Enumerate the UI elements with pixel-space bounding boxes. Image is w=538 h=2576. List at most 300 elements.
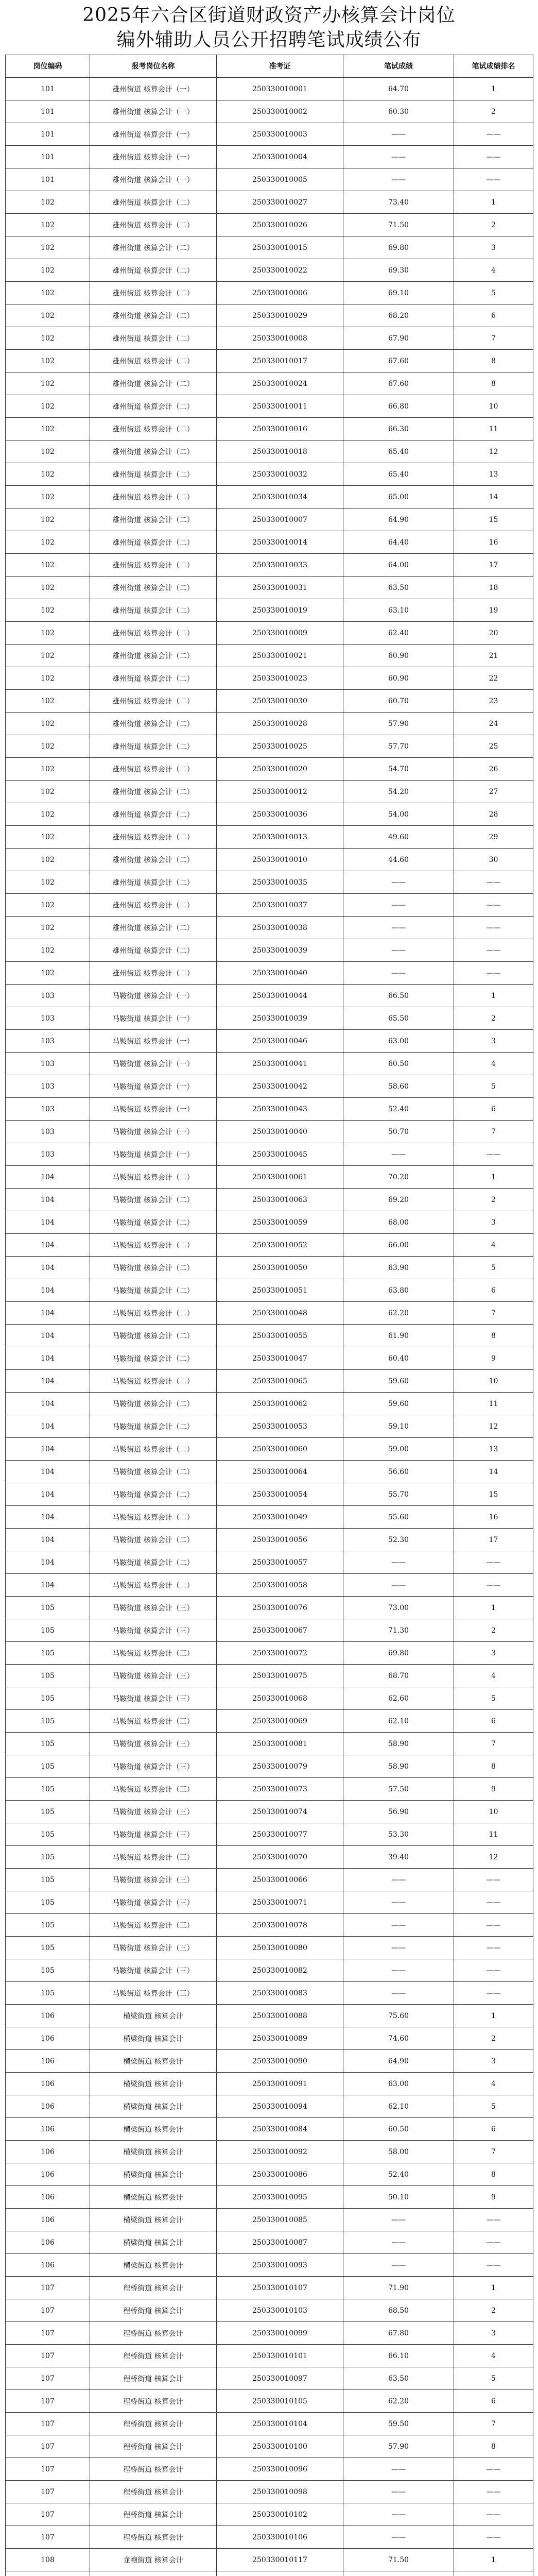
cell-score-rank: 4 <box>454 1053 533 1075</box>
cell-position-name: 马鞍街道 核算会计（三） <box>90 1914 217 1937</box>
cell-written-score: 68.00 <box>343 1211 454 1234</box>
cell-score-rank: 28 <box>454 803 533 826</box>
cell-position-code: 102 <box>6 191 90 214</box>
cell-position-name: 马鞍街道 核算会计（一） <box>90 985 217 1007</box>
cell-written-score: 54.20 <box>343 781 454 803</box>
cell-written-score: 68.50 <box>343 2299 454 2322</box>
cell-score-rank: 10 <box>454 1801 533 1823</box>
cell-written-score: 55.70 <box>343 1483 454 1506</box>
cell-score-rank: 7 <box>454 1733 533 1755</box>
cell-position-name: 雄州街道 核算会计（二） <box>90 531 217 554</box>
cell-score-rank: 7 <box>454 327 533 350</box>
table-row <box>6 1325 533 1347</box>
cell-position-name: 程桥街道 核算会计 <box>90 2367 217 2390</box>
cell-written-score: —— <box>343 1574 454 1597</box>
cell-position-code: 104 <box>6 1325 90 1347</box>
cell-position-code: 105 <box>6 1642 90 1665</box>
cell-position-name: 雄州街道 核算会计（二） <box>90 599 217 622</box>
table-row <box>6 1234 533 1257</box>
table-row <box>6 1030 533 1053</box>
cell-position-code: 105 <box>6 1846 90 1869</box>
cell-score-rank: 4 <box>454 1665 533 1687</box>
cell-position-name: 雄州街道 核算会计（二） <box>90 327 217 350</box>
table-row <box>6 1279 533 1302</box>
table-row <box>6 2050 533 2073</box>
cell-position-code: 102 <box>6 554 90 577</box>
table-row <box>6 2390 533 2413</box>
cell-position-code: 104 <box>6 1529 90 1551</box>
cell-score-rank: 11 <box>454 418 533 440</box>
table-row <box>6 1891 533 1914</box>
cell-written-score: 55.60 <box>343 1506 454 1529</box>
cell-written-score: 57.50 <box>343 1778 454 1801</box>
cell-position-name: 马鞍街道 核算会计（三） <box>90 1710 217 1733</box>
cell-written-score: 60.50 <box>343 2118 454 2141</box>
cell-score-rank: 9 <box>454 1347 533 1370</box>
cell-written-score: —— <box>343 2209 454 2231</box>
cell-written-score: 64.00 <box>343 554 454 577</box>
cell-position-name: 雄州街道 核算会计（二） <box>90 826 217 849</box>
cell-position-name: 横梁街道 核算会计 <box>90 2186 217 2209</box>
table-row <box>6 2367 533 2390</box>
cell-position-code: 102 <box>6 803 90 826</box>
table-row <box>6 1461 533 1483</box>
table-row <box>6 577 533 599</box>
cell-written-score: —— <box>343 1937 454 1959</box>
table-row <box>6 123 533 146</box>
cell-ticket-number: 250330010104 <box>217 2413 343 2435</box>
cell-ticket-number: 250330010014 <box>217 531 343 554</box>
cell-position-code: 106 <box>6 2050 90 2073</box>
cell-written-score: —— <box>343 1869 454 1891</box>
cell-ticket-number: 250330010041 <box>217 1053 343 1075</box>
cell-ticket-number: 250330010090 <box>217 2050 343 2073</box>
table-row <box>6 463 533 486</box>
cell-score-rank: 24 <box>454 713 533 735</box>
cell-score-rank: —— <box>454 871 533 894</box>
cell-written-score: 56.60 <box>343 1461 454 1483</box>
cell-position-name: 雄州街道 核算会计（二） <box>90 440 217 463</box>
cell-score-rank: 2 <box>454 100 533 123</box>
table-row <box>6 962 533 985</box>
cell-position-code: 106 <box>6 2027 90 2050</box>
cell-ticket-number: 250330010077 <box>217 1823 343 1846</box>
cell-ticket-number: 250330010072 <box>217 1642 343 1665</box>
cell-written-score: 52.30 <box>343 1529 454 1551</box>
cell-position-name: 马鞍街道 核算会计（二） <box>90 1189 217 1211</box>
table-row <box>6 395 533 418</box>
cell-score-rank: 3 <box>454 2322 533 2345</box>
cell-ticket-number: 250330010052 <box>217 1234 343 1257</box>
cell-ticket-number: 250330010019 <box>217 599 343 622</box>
table-body <box>6 78 533 2576</box>
cell-written-score: 64.90 <box>343 2050 454 2073</box>
cell-score-rank: 21 <box>454 645 533 667</box>
table-row <box>6 2186 533 2209</box>
cell-written-score: 60.90 <box>343 667 454 690</box>
cell-score-rank: 8 <box>454 372 533 395</box>
cell-ticket-number: 250330010032 <box>217 463 343 486</box>
table-row <box>6 1846 533 1869</box>
cell-score-rank: 27 <box>454 781 533 803</box>
table-row <box>6 2073 533 2095</box>
table-row <box>6 2231 533 2254</box>
table-row <box>6 1551 533 1574</box>
cell-score-rank: 15 <box>454 509 533 531</box>
cell-position-name: 马鞍街道 核算会计（二） <box>90 1461 217 1483</box>
cell-written-score: 57.90 <box>343 713 454 735</box>
cell-score-rank: 6 <box>454 1710 533 1733</box>
cell-position-name: 横梁街道 核算会计 <box>90 2050 217 2073</box>
cell-ticket-number: 250330010024 <box>217 372 343 395</box>
table-row <box>6 1665 533 1687</box>
cell-position-name: 马鞍街道 核算会计（三） <box>90 1846 217 1869</box>
cell-score-rank: 4 <box>454 259 533 282</box>
cell-position-name: 马鞍街道 核算会计（一） <box>90 1098 217 1121</box>
cell-position-code: 102 <box>6 645 90 667</box>
cell-position-name: 马鞍街道 核算会计（三） <box>90 1597 217 1619</box>
cell-score-rank: —— <box>454 1891 533 1914</box>
cell-ticket-number: 250330010031 <box>217 577 343 599</box>
cell-position-code: 102 <box>6 350 90 372</box>
cell-ticket-number: 250330010011 <box>217 395 343 418</box>
cell-ticket-number: 250330010042 <box>217 1075 343 1098</box>
cell-position-code: 104 <box>6 1279 90 1302</box>
cell-ticket-number: 250330010051 <box>217 1279 343 1302</box>
table-row <box>6 1914 533 1937</box>
cell-position-code: 101 <box>6 78 90 100</box>
results-table <box>5 55 533 2576</box>
cell-position-name: 马鞍街道 核算会计（三） <box>90 1665 217 1687</box>
cell-written-score: 75.60 <box>343 2005 454 2027</box>
cell-score-rank: 1 <box>454 985 533 1007</box>
cell-ticket-number: 250330010098 <box>217 2481 343 2503</box>
cell-written-score: 69.80 <box>343 236 454 259</box>
cell-score-rank: 3 <box>454 1211 533 1234</box>
cell-position-name: 雄州街道 核算会计（二） <box>90 554 217 577</box>
table-row <box>6 2254 533 2277</box>
cell-written-score: 61.90 <box>343 1325 454 1347</box>
cell-written-score: 67.60 <box>343 350 454 372</box>
header-position-name: 报考岗位名称 <box>90 55 217 78</box>
table-row <box>6 1937 533 1959</box>
cell-written-score: 44.60 <box>343 849 454 871</box>
table-row <box>6 1823 533 1846</box>
cell-ticket-number: 250330010009 <box>217 622 343 645</box>
cell-position-code: 105 <box>6 1733 90 1755</box>
cell-position-name: 雄州街道 核算会计（二） <box>90 781 217 803</box>
cell-written-score: 62.20 <box>343 2390 454 2413</box>
cell-written-score: 69.30 <box>343 259 454 282</box>
table-row <box>6 1642 533 1665</box>
cell-written-score: 62.10 <box>343 1710 454 1733</box>
cell-position-name: 雄州街道 核算会计（一） <box>90 123 217 146</box>
table-row <box>6 939 533 962</box>
cell-score-rank: —— <box>454 2503 533 2526</box>
table-row <box>6 871 533 894</box>
cell-ticket-number: 250330010084 <box>217 2118 343 2141</box>
table-row <box>6 2141 533 2163</box>
cell-score-rank: —— <box>454 2209 533 2231</box>
cell-written-score: —— <box>343 1959 454 1982</box>
cell-score-rank: 6 <box>454 2390 533 2413</box>
cell-ticket-number: 250330010017 <box>217 350 343 372</box>
table-row <box>6 509 533 531</box>
cell-ticket-number: 250330010037 <box>217 894 343 917</box>
table-row <box>6 1869 533 1891</box>
table-row <box>6 1574 533 1597</box>
cell-ticket-number: 250330010083 <box>217 1982 343 2005</box>
cell-position-code: 107 <box>6 2322 90 2345</box>
cell-position-code: 105 <box>6 1665 90 1687</box>
cell-position-name: 马鞍街道 核算会计（三） <box>90 1733 217 1755</box>
cell-position-name: 雄州街道 核算会计（二） <box>90 577 217 599</box>
cell-position-name: 横梁街道 核算会计 <box>90 2231 217 2254</box>
cell-written-score: 56.90 <box>343 1801 454 1823</box>
cell-position-code: 104 <box>6 1551 90 1574</box>
cell-ticket-number: 250330010082 <box>217 1959 343 1982</box>
table-row <box>6 168 533 191</box>
cell-position-code: 102 <box>6 282 90 304</box>
table-row <box>6 781 533 803</box>
cell-position-name: 雄州街道 核算会计（二） <box>90 304 217 327</box>
table-row <box>6 282 533 304</box>
cell-position-code: 102 <box>6 214 90 236</box>
cell-written-score: 58.90 <box>343 1733 454 1755</box>
cell-position-code: 105 <box>6 1914 90 1937</box>
cell-written-score: 54.70 <box>343 758 454 781</box>
cell-score-rank: 4 <box>454 1234 533 1257</box>
cell-written-score: 59.60 <box>343 1370 454 1393</box>
cell-position-code: 101 <box>6 100 90 123</box>
cell-position-name: 雄州街道 核算会计（二） <box>90 350 217 372</box>
cell-position-code: 102 <box>6 463 90 486</box>
cell-position-code: 102 <box>6 577 90 599</box>
cell-written-score: 60.90 <box>343 645 454 667</box>
cell-ticket-number: 250330010096 <box>217 2458 343 2481</box>
cell-score-rank: 16 <box>454 531 533 554</box>
cell-written-score: 71.50 <box>343 2549 454 2571</box>
cell-ticket-number: 250330010081 <box>217 1733 343 1755</box>
table-row <box>6 2549 533 2571</box>
cell-position-code: 102 <box>6 395 90 418</box>
table-row <box>6 1121 533 1143</box>
table-row <box>6 2095 533 2118</box>
cell-score-rank: 12 <box>454 440 533 463</box>
cell-position-code: 105 <box>6 1687 90 1710</box>
table-row <box>6 2571 533 2576</box>
table-row <box>6 2277 533 2299</box>
cell-position-code: 106 <box>6 2141 90 2163</box>
cell-position-name: 马鞍街道 核算会计（二） <box>90 1279 217 1302</box>
cell-score-rank: 7 <box>454 1121 533 1143</box>
cell-position-code: 103 <box>6 1007 90 1030</box>
cell-score-rank: 20 <box>454 622 533 645</box>
cell-written-score: 63.50 <box>343 577 454 599</box>
table-row <box>6 2526 533 2549</box>
cell-score-rank: —— <box>454 1574 533 1597</box>
cell-written-score: 71.90 <box>343 2277 454 2299</box>
cell-written-score: 65.00 <box>343 486 454 509</box>
cell-position-name: 程桥街道 核算会计 <box>90 2435 217 2458</box>
cell-written-score: —— <box>343 917 454 939</box>
cell-ticket-number: 250330010105 <box>217 2390 343 2413</box>
table-row <box>6 78 533 100</box>
cell-score-rank: 4 <box>454 2073 533 2095</box>
cell-position-code: 106 <box>6 2095 90 2118</box>
cell-ticket-number: 250330010069 <box>217 1710 343 1733</box>
cell-score-rank: —— <box>454 1959 533 1982</box>
cell-written-score: —— <box>343 1982 454 2005</box>
cell-ticket-number: 250330010039 <box>217 939 343 962</box>
cell-written-score: 68.70 <box>343 1665 454 1687</box>
cell-score-rank: —— <box>454 1869 533 1891</box>
table-row <box>6 259 533 282</box>
cell-position-code: 106 <box>6 2005 90 2027</box>
table-row <box>6 735 533 758</box>
table-row <box>6 690 533 713</box>
table-row <box>6 645 533 667</box>
table-row <box>6 2027 533 2050</box>
cell-ticket-number: 250330010040 <box>217 962 343 985</box>
cell-score-rank: 14 <box>454 1461 533 1483</box>
cell-written-score: —— <box>343 168 454 191</box>
cell-written-score: 60.70 <box>343 690 454 713</box>
cell-position-code: 104 <box>6 1257 90 1279</box>
cell-ticket-number: 250330010046 <box>217 1030 343 1053</box>
cell-position-name: 马鞍街道 核算会计（三） <box>90 1891 217 1914</box>
cell-position-code: 103 <box>6 1075 90 1098</box>
cell-written-score: 63.80 <box>343 1279 454 1302</box>
cell-position-code: 108 <box>6 2549 90 2571</box>
cell-ticket-number: 250330010035 <box>217 871 343 894</box>
cell-ticket-number: 250330010044 <box>217 985 343 1007</box>
table-row <box>6 2209 533 2231</box>
table-row <box>6 440 533 463</box>
cell-position-name: 雄州街道 核算会计（二） <box>90 486 217 509</box>
cell-ticket-number: 250330010026 <box>217 214 343 236</box>
cell-ticket-number: 250330010001 <box>217 78 343 100</box>
cell-ticket-number: 250330010092 <box>217 2141 343 2163</box>
cell-ticket-number: 250330010070 <box>217 1846 343 1869</box>
cell-written-score: 50.70 <box>343 1121 454 1143</box>
cell-score-rank: 13 <box>454 463 533 486</box>
cell-written-score: 53.30 <box>343 1823 454 1846</box>
cell-position-code: 105 <box>6 1937 90 1959</box>
header-ticket-number: 准考证 <box>217 55 343 78</box>
cell-position-code: 107 <box>6 2413 90 2435</box>
cell-score-rank: —— <box>454 962 533 985</box>
cell-ticket-number: 250330010008 <box>217 327 343 350</box>
cell-written-score: 67.60 <box>343 372 454 395</box>
cell-ticket-number: 250330010095 <box>217 2186 343 2209</box>
cell-position-name: 横梁街道 核算会计 <box>90 2209 217 2231</box>
cell-position-code: 102 <box>6 418 90 440</box>
cell-ticket-number: 250330010050 <box>217 1257 343 1279</box>
cell-position-name: 马鞍街道 核算会计（一） <box>90 1143 217 1166</box>
cell-ticket-number: 250330010025 <box>217 735 343 758</box>
cell-ticket-number: 250330010029 <box>217 304 343 327</box>
cell-position-code: 102 <box>6 667 90 690</box>
cell-written-score: —— <box>343 2254 454 2277</box>
cell-written-score: 59.50 <box>343 2413 454 2435</box>
cell-written-score: —— <box>343 146 454 168</box>
cell-position-name: 马鞍街道 核算会计（二） <box>90 1370 217 1393</box>
cell-position-code: 102 <box>6 690 90 713</box>
cell-position-code: 107 <box>6 2526 90 2549</box>
cell-ticket-number: 250330010062 <box>217 1393 343 1415</box>
cell-written-score: —— <box>343 1143 454 1166</box>
cell-score-rank: 17 <box>454 554 533 577</box>
table-row <box>6 1982 533 2005</box>
cell-position-name: 马鞍街道 核算会计（一） <box>90 1053 217 1075</box>
cell-position-name: 马鞍街道 核算会计（二） <box>90 1234 217 1257</box>
table-row <box>6 100 533 123</box>
cell-ticket-number: 250330010079 <box>217 1755 343 1778</box>
cell-ticket-number: 250330010058 <box>217 1574 343 1597</box>
cell-position-code: 104 <box>6 1461 90 1483</box>
cell-written-score: 66.00 <box>343 1234 454 1257</box>
table-row <box>6 1347 533 1370</box>
cell-position-name: 雄州街道 核算会计（二） <box>90 667 217 690</box>
cell-position-name: 雄州街道 核算会计（二） <box>90 894 217 917</box>
cell-ticket-number: 250330010073 <box>217 1778 343 1801</box>
cell-score-rank: —— <box>454 1914 533 1937</box>
table-row <box>6 1098 533 1121</box>
cell-position-name: 马鞍街道 核算会计（二） <box>90 1551 217 1574</box>
cell-ticket-number: 250330010054 <box>217 1483 343 1506</box>
table-row <box>6 327 533 350</box>
table-row <box>6 1211 533 1234</box>
cell-score-rank <box>454 2571 533 2576</box>
cell-ticket-number: 250330010033 <box>217 554 343 577</box>
cell-position-code: 104 <box>6 1211 90 1234</box>
cell-position-name: 横梁街道 核算会计 <box>90 2254 217 2277</box>
table-row <box>6 1370 533 1393</box>
cell-position-code: 105 <box>6 1959 90 1982</box>
cell-position-code: 102 <box>6 486 90 509</box>
cell-score-rank: 2 <box>454 2299 533 2322</box>
cell-written-score: 39.40 <box>343 1846 454 1869</box>
cell-position-name: 程桥街道 核算会计 <box>90 2526 217 2549</box>
header-position-code: 岗位编码 <box>6 55 90 78</box>
cell-score-rank: 3 <box>454 236 533 259</box>
cell-position-code: 105 <box>6 1982 90 2005</box>
cell-written-score: 63.90 <box>343 1257 454 1279</box>
cell-written-score: 60.40 <box>343 1347 454 1370</box>
cell-position-code: 101 <box>6 168 90 191</box>
cell-position-code: 105 <box>6 1891 90 1914</box>
cell-position-code: 105 <box>6 1801 90 1823</box>
cell-ticket-number: 250330010012 <box>217 781 343 803</box>
cell-ticket-number: 250330010068 <box>217 1687 343 1710</box>
cell-score-rank: 19 <box>454 599 533 622</box>
cell-position-name: 马鞍街道 核算会计（一） <box>90 1007 217 1030</box>
cell-ticket-number: 250330010100 <box>217 2435 343 2458</box>
cell-position-name: 雄州街道 核算会计（二） <box>90 282 217 304</box>
table-row <box>6 236 533 259</box>
cell-score-rank: —— <box>454 2481 533 2503</box>
table-row <box>6 1415 533 1438</box>
cell-written-score: 66.80 <box>343 395 454 418</box>
cell-position-code: 102 <box>6 440 90 463</box>
header-score-rank: 笔试成绩排名 <box>454 55 533 78</box>
cell-score-rank: 3 <box>454 1642 533 1665</box>
table-row <box>6 758 533 781</box>
cell-position-code: 102 <box>6 871 90 894</box>
cell-written-score: 74.60 <box>343 2027 454 2050</box>
cell-position-code: 103 <box>6 1098 90 1121</box>
